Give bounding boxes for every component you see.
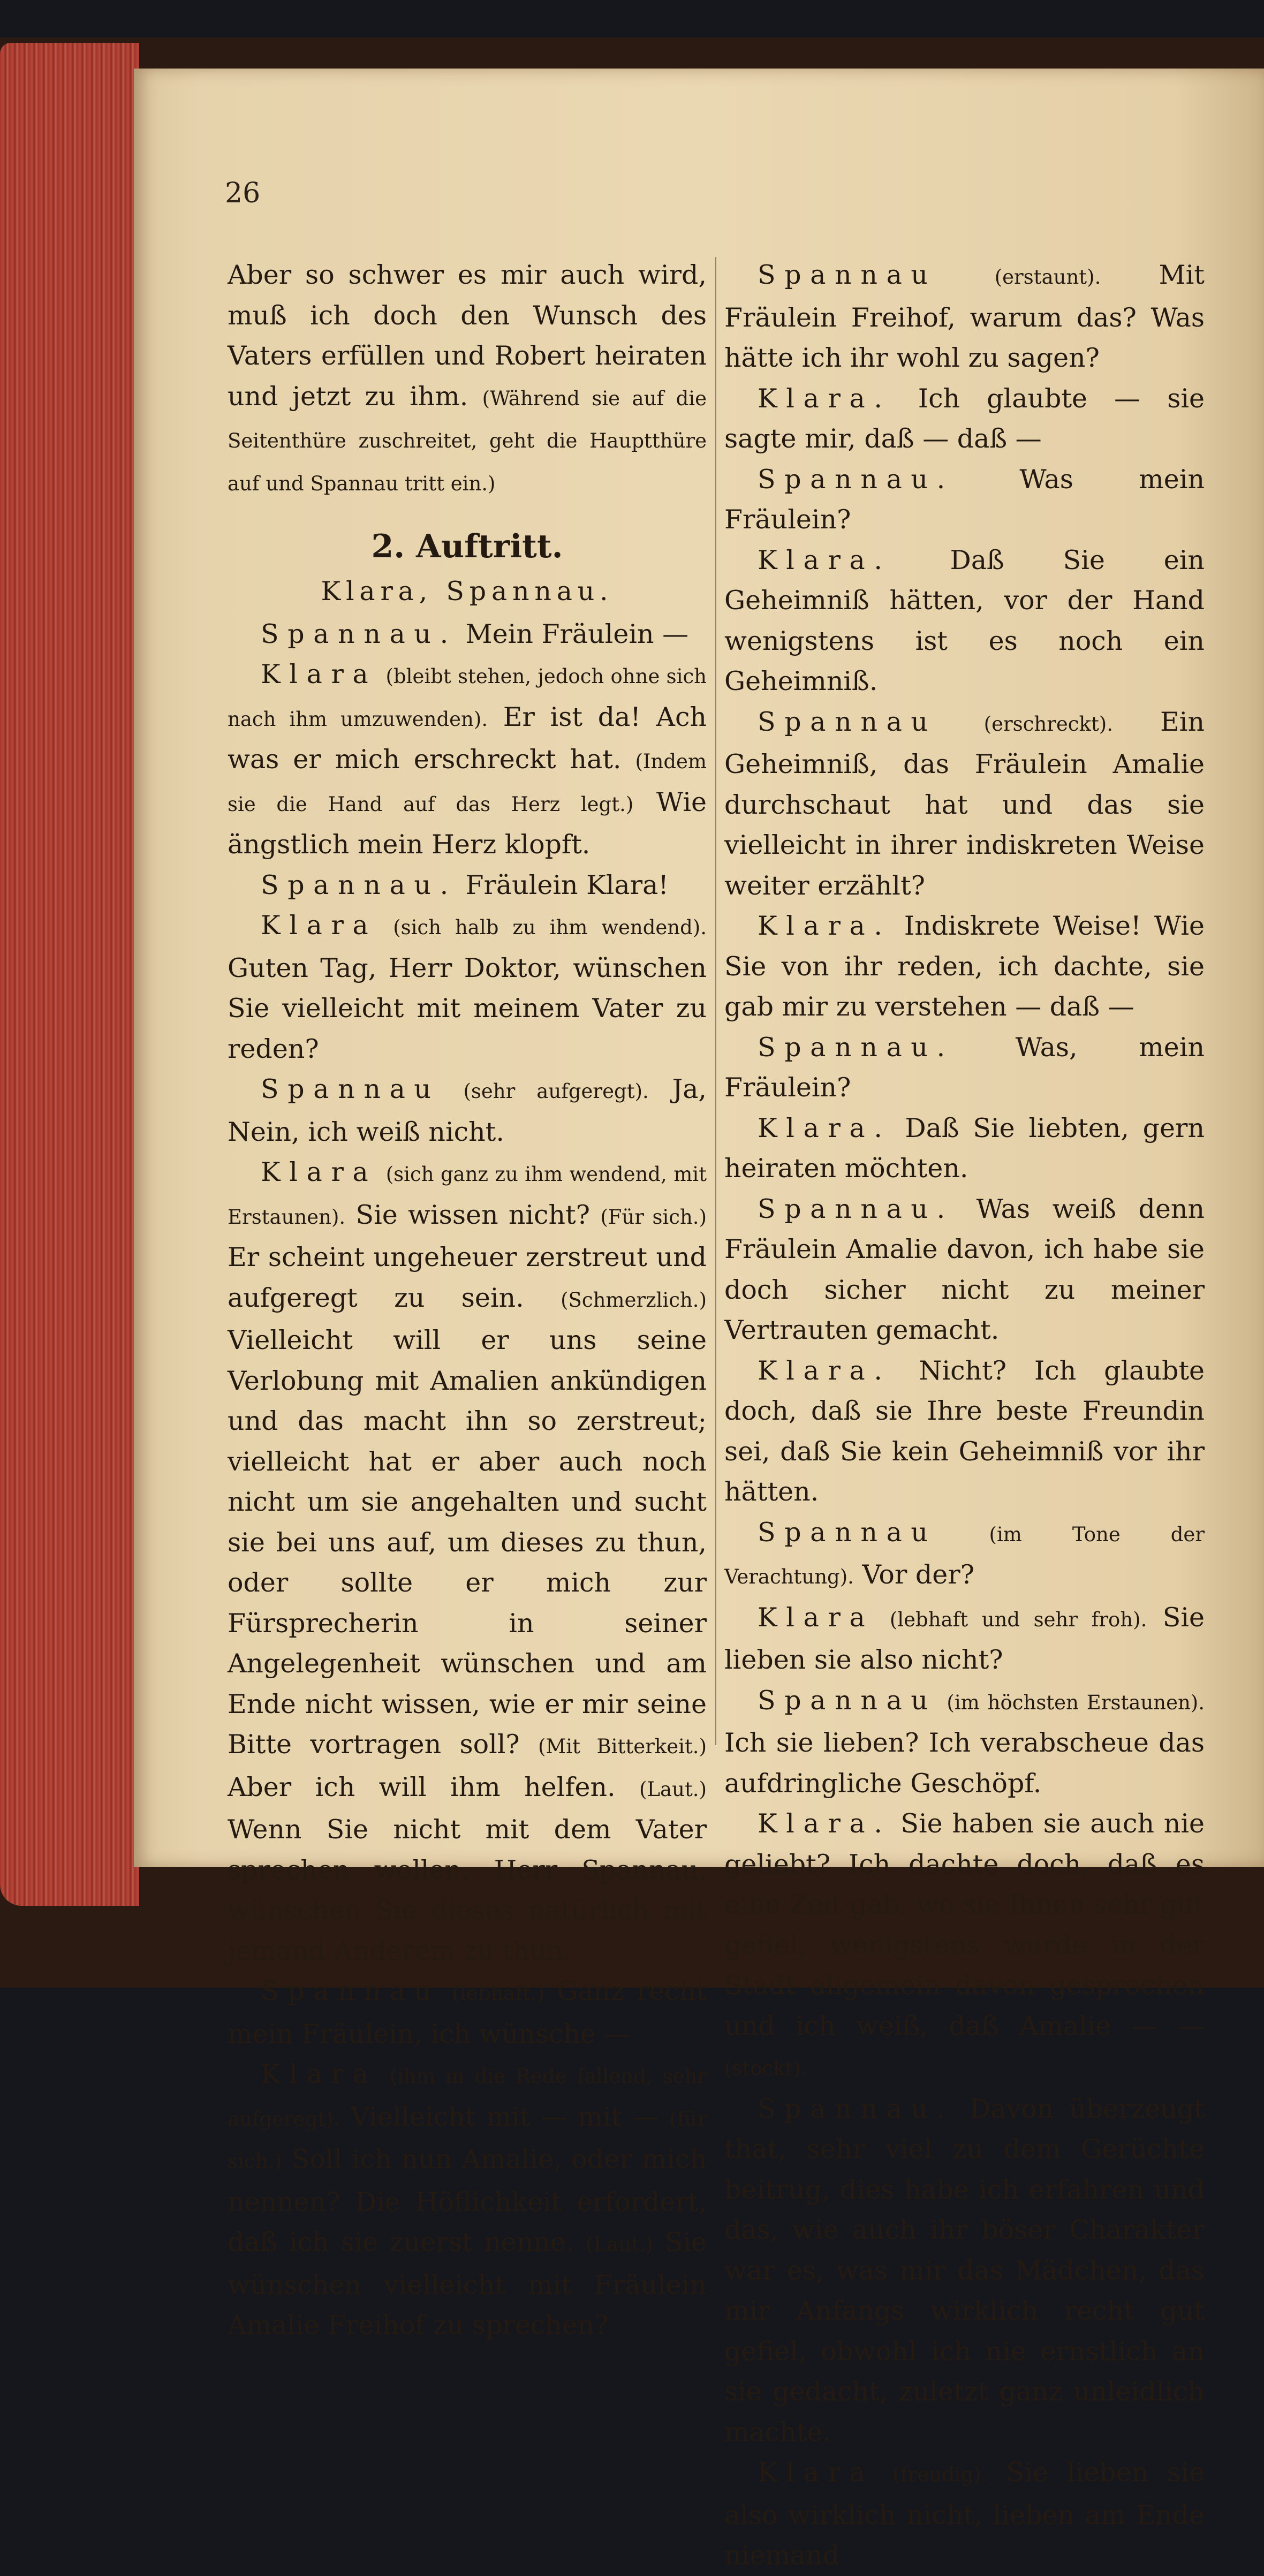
speaker-name: Spannau. <box>758 464 954 495</box>
dialogue-text: Sie lieben sie also wirklich nicht, lieben am Ende niemand <box>724 2457 1205 2571</box>
dialogue-text: Vielleicht will er uns seine Verlobung mit Amalien ankündigen und das macht ihn so zerstreut; vielleicht hat er aber auch noch nicht um sie angehalten und sucht sie bei uns auf, um dieses zu thun, oder sollte er mich zur Fürsprecherin in seiner Angelegenheit wünschen und am Ende nicht wissen, wie er mir seine Bitte vortragen soll? <box>228 1325 707 1760</box>
dialogue-text: Sie wissen nicht? <box>355 1199 591 1230</box>
dialogue-paragraph <box>724 459 1205 540</box>
dialogue-text: Nicht? Ich glaubte doch, daß sie Ihre beste Freundin sei, daß Sie kein Geheimniß vor ihr hätten. <box>724 1355 1205 1507</box>
dialogue-paragraph <box>724 2452 1205 2576</box>
stage-direction: (Für sich.) <box>600 1205 707 1229</box>
dialogue-paragraph <box>228 614 707 655</box>
stage-direction: (für sich.) <box>228 2107 707 2173</box>
dialogue-paragraph <box>724 702 1205 906</box>
speaker-name: Spannau. <box>758 1032 954 1063</box>
dialogue-text: Daß Sie liebten, gern heiraten möchten. <box>724 1112 1205 1184</box>
dialogue-text: Sie haben sie auch nie geliebt? Ich dachte doch, daß es eine Zeit gab, wo sie Ihnen sehr gut gefiel, wenigstens wurde in der Stadt allgemein davon gesprochen und ich weiß, daß Amalie — — <box>724 1808 1205 2041</box>
speaker-name: Klara. <box>758 1112 891 1143</box>
stage-direction: (lebhaft.) <box>452 1982 545 2005</box>
speaker-name: Klara <box>261 1157 377 1187</box>
speaker-name: Spannau <box>261 1074 440 1104</box>
speaker-name: Klara <box>261 659 377 690</box>
speaker-name: Klara. <box>758 1355 891 1386</box>
right-column <box>724 255 1205 2576</box>
dialogue-text: Daß Sie ein Geheimniß hätten, vor der Hand wenigstens ist es noch ein Geheimniß. <box>724 544 1205 696</box>
dialogue-text: Wie ängstlich mein Herz klopft. <box>228 786 707 860</box>
stage-direction: (Laut.) <box>639 1777 707 1801</box>
speaker-name: Klara. <box>758 1808 891 1839</box>
page-edges <box>0 43 139 1906</box>
dialogue-text: Fräulein Klara! <box>465 869 669 900</box>
dialogue-text: Sie wünschen vielleicht mit Fräulein Amalie Freihof zu sprechen? <box>228 2227 707 2340</box>
dialogue-paragraph <box>228 1971 707 2054</box>
stage-direction: (im höchsten Erstaunen). <box>947 1691 1205 1714</box>
dialogue-text: Ganz recht mein Fräulein, ich wünsche — <box>228 1976 707 2049</box>
dialogue-text: Wenn Sie nicht mit dem Vater sprechen wollen, Herr Spannau, wünschen Sie dieses natürlich mit jemand Anderem zu thun. <box>228 1814 707 1966</box>
dialogue-paragraph <box>724 1189 1205 1351</box>
speaker-name: Spannau <box>758 1517 937 1548</box>
dialogue-text: Ich sie lieben? Ich verabscheue das aufdringliche Geschöpf. <box>724 1728 1205 1799</box>
dialogue-paragraph <box>724 378 1205 459</box>
dialogue-text: Er scheint ungeheuer zerstreut und aufgeregt zu sein. <box>228 1242 707 1313</box>
stage-direction: (Während sie auf die Seitenthüre zuschreitet, geht die Hauptthüre auf und Spannau tritt ein.) <box>228 387 707 495</box>
dialogue-paragraph <box>724 1680 1205 1804</box>
dialogue-text: Soll ich nun Amalie, oder mich nennen? Die Höflichkeit erfordert, daß ich sie zuerst nenne. <box>228 2144 707 2257</box>
dialogue-text: Mit Fräulein Freihof, warum das? Was hätte ich ihr wohl zu sagen? <box>724 260 1205 373</box>
dialogue-text: Sie lieben sie also nicht? <box>724 1602 1205 1675</box>
dialogue-text: Guten Tag, Herr Doktor, wünschen Sie vielleicht mit meinem Vater zu reden? <box>228 952 707 1064</box>
dialogue-paragraph <box>724 1512 1205 1597</box>
dialogue-text: Was weiß denn Fräulein Amalie davon, ich habe sie doch sicher nicht zu meiner Vertrauten gemacht. <box>724 1193 1205 1345</box>
left-column <box>228 255 707 2346</box>
dialogue-paragraph <box>724 1351 1205 1512</box>
dialogue-text: Indiskrete Weise! Wie Sie von ihr reden, ich dachte, sie gab mir zu verstehen — daß — <box>724 911 1205 1022</box>
dialogue-text: Aber ich will ihm helfen. <box>228 1771 616 1802</box>
stage-direction: (erstaunt). <box>994 266 1101 289</box>
column-divider <box>715 257 716 1745</box>
dialogue-text: Vor der? <box>862 1559 974 1590</box>
stage-direction: (bleibt stehen, jedoch ohne sich nach ihm umzuwenden). <box>228 665 707 731</box>
speaker-name: Klara. <box>758 383 891 414</box>
stage-direction: (Schmerzlich.) <box>561 1288 707 1312</box>
dialogue-paragraph <box>228 865 707 906</box>
dialogue-paragraph <box>228 1069 707 1152</box>
stage-direction: (freudig). <box>892 2463 988 2486</box>
speaker-name: Klara. <box>758 911 891 941</box>
dialogue-paragraph <box>724 1597 1205 1680</box>
speaker-name: Klara <box>261 910 377 941</box>
dialogue-text: Mein Fräulein — <box>465 618 689 649</box>
scene-heading: 2. Auftritt. <box>371 528 563 565</box>
stage-direction: (ihm in die Rede fallend, sehr aufgeregt). <box>228 2065 707 2131</box>
dialogue-paragraph <box>228 1152 707 1971</box>
stage-direction: (Laut.) <box>586 2233 654 2256</box>
speaker-name: Spannau <box>758 1685 937 1716</box>
dialogue-text: Ein Geheimniß, das Fräulein Amalie durchschaut hat und das sie vielleicht in ihrer indiskreten Weise weiter erzählt? <box>724 706 1205 901</box>
dialogue-paragraph <box>228 905 707 1069</box>
dialogue-paragraph <box>724 1108 1205 1189</box>
speaker-name: Spannau. <box>261 618 457 649</box>
speaker-name: Spannau. <box>261 869 457 900</box>
dialogue-text: Aber so schwer es mir auch wird, muß ich doch den Wunsch des Vaters erfüllen und Robert heiraten und jetzt zu ihm. <box>228 260 707 412</box>
intro-paragraph <box>228 255 707 504</box>
dialogue-paragraph <box>724 255 1205 378</box>
stage-direction: (im Tone der Verachtung). <box>724 1522 1205 1588</box>
speaker-name: Spannau. <box>758 1193 954 1224</box>
dialogue-paragraph <box>724 2089 1205 2453</box>
dialogue-text: Ich glaubte — sie sagte mir, daß — daß — <box>724 383 1205 454</box>
dialogue-text: Vielleicht mit — mit — <box>350 2101 659 2132</box>
stage-direction: (sich halb zu ihm wendend). <box>393 916 707 939</box>
dialogue-paragraph <box>228 654 707 865</box>
speaker-name: Spannau <box>261 1976 440 2006</box>
stage-direction: (Indem sie die Hand auf das Herz legt.) <box>228 750 707 816</box>
speaker-name: Spannau. <box>758 2093 954 2124</box>
dialogue-text: Ja, Nein, ich weiß nicht. <box>228 1074 707 1147</box>
stage-direction: (lebhaft und sehr froh). <box>889 1608 1147 1631</box>
dialogue-paragraph <box>724 1027 1205 1108</box>
speaker-name: Spannau <box>758 260 937 290</box>
dialogue-paragraph <box>724 1804 1205 2089</box>
stage-direction: (sich ganz zu ihm wendend, mit Erstaunen). <box>228 1163 707 1229</box>
dialogue-text: Was mein Fräulein? <box>724 464 1205 535</box>
speaker-name: Klara <box>758 1602 874 1633</box>
stage-direction: (sehr aufgeregt). <box>463 1080 649 1103</box>
cast-list: Klara, Spannau. <box>321 576 614 607</box>
dialogue-text: Davon überzeugt that, sehr viel zu dem Gerüchte beitrug, dies habe ich erfahren und das, wie auch ihr böser Charakter war es, was mir das Mädchen, das mir Anfangs wirklich recht gut gefiel, obwohl ich nie ernstlich an sie gedacht, zuletzt ganz unleidlich machte. <box>724 2093 1205 2448</box>
speaker-name: Klara. <box>758 544 891 575</box>
dialogue-paragraph <box>724 540 1205 702</box>
dialogue-text: Was, mein Fräulein? <box>724 1032 1205 1103</box>
stage-direction: (stockt). <box>724 2057 807 2080</box>
stage-direction: (erschreckt). <box>983 712 1114 736</box>
stage-direction: (Mit Bitterkeit.) <box>538 1735 707 1758</box>
speaker-name: Spannau <box>758 706 937 737</box>
dialogue-paragraph <box>724 906 1205 1027</box>
dialogue-paragraph <box>228 2054 707 2346</box>
speaker-name: Klara <box>758 2457 874 2488</box>
speaker-name: Klara <box>261 2059 377 2089</box>
dialogue-text: Er ist da! Ach was er mich erschreckt hat. <box>228 701 707 775</box>
page-number: 26 <box>225 177 261 209</box>
